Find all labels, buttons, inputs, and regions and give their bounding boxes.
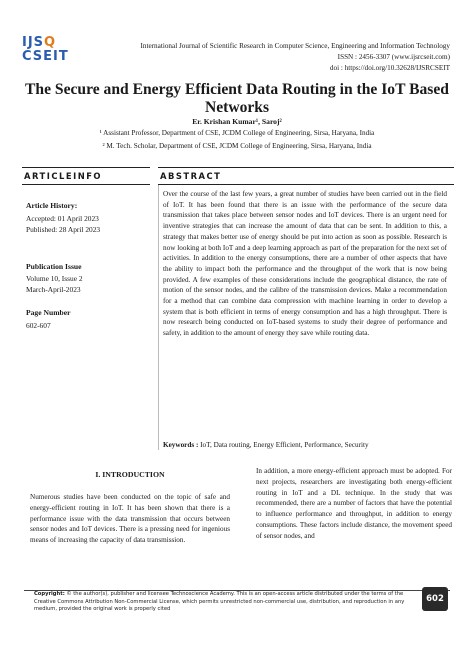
publication-issue-label: Publication Issue <box>26 262 82 271</box>
journal-doi[interactable]: doi : https://doi.org/10.32628/IJSRCSEIT <box>329 64 450 72</box>
paper-title: The Secure and Energy Efficient Data Routing in the IoT Based Networks <box>25 81 449 116</box>
journal-name: International Journal of Scientific Research in Computer Science, Engineering and Information Technology <box>140 42 450 50</box>
abstract-top-rule <box>158 167 454 168</box>
publication-period: March-April-2023 <box>26 285 81 294</box>
copyright-label: Copyright: <box>34 591 65 597</box>
keywords <box>163 441 453 449</box>
page-range: 602-607 <box>26 321 51 330</box>
abstract-text: Over the course of the last few years, a great number of studies have been carried out in the field of IoT. It has been found that there is an issue with the performance of the secure data transmission that takes place between sensor nodes and IoT devices. There is an urgent need for inventive strategies that can increase the amount of data that can be sent. In addition to this, a strategy that makes better use of energy should be put into action as soon as possible. Research is now looking at both IoT and a deep learning approach as part of the preparation for the next set of activities. In addition to the energy consumptions, there are a number of other aspects that have the ability to impact both the performance and the throughput of the work that is now being provided. A few examples of these considerations include the geographical distance, the rate of motion of the sensor nodes, and the calibre of the transmission devices. Make a recommendation for a method that can combine data compression with machine learning in order to develop a system that is both efficient in terms of energy consumption and has a high throughput. There is now research being conducted on IoT-based systems to study their degree of performance and safety, in addition to the amount of energy they save while routing data. <box>163 190 447 338</box>
page-number-label: Page Number <box>26 308 71 317</box>
introduction-left-column: Numerous studies have been conducted on the topic of safe and energy-efficient routing in IoT. It has been shown that there is a performance issue with the data transmission that occurs between sensor nodes and IoT devices. There is a pressing need for ingenious means of increasing the capacity of data transmission. <box>30 493 230 545</box>
journal-issn: ISSN : 2456-3307 (www.ijsrcseit.com) <box>337 53 450 61</box>
logo-text-q: Q <box>44 35 57 50</box>
keywords-list: IoT, Data routing, Energy Efficient, Performance, Security <box>198 441 369 449</box>
accepted-date: Accepted: 01 April 2023 <box>26 214 99 223</box>
journal-info <box>70 41 450 74</box>
introduction-right-column: In addition, a more energy-efficient approach must be adopted. For next projects, researchers are investigating both energy-efficient routing in IoT and a DL technique. In the study that was recommended, there are a number of factors that have the potential to influence performance and throughput, in addition to energy consumptions. These factors include distance, the movement speed of sensor nodes, and <box>256 467 452 540</box>
abstract-heading: ABSTRACT <box>160 171 222 181</box>
article-info-panel <box>22 187 150 449</box>
copyright-notice <box>34 591 416 614</box>
affiliation-1: ¹ Assistant Professor, Department of CSE, JCDM College of Engineering, Sirsa, Haryana, India <box>99 129 375 137</box>
logo-text-top: IJS <box>22 35 45 50</box>
article-info-bottom-rule <box>22 184 150 185</box>
article-history-label: Article History: <box>26 201 78 210</box>
abstract-panel <box>158 185 455 450</box>
article-info-top-rule <box>22 167 150 168</box>
affiliation-2: ² M. Tech. Scholar, Department of CSE, JCDM College of Engineering, Sirsa, Haryana, India <box>102 142 372 150</box>
keywords-label: Keywords : <box>163 441 199 449</box>
paper-authors: Er. Krishan Kumar¹, Saroj² <box>192 117 282 126</box>
article-info-heading: ARTICLEINFO <box>24 171 103 181</box>
logo-text-bottom: CSEIT <box>22 49 69 64</box>
volume-issue: Volume 10, Issue 2 <box>26 274 83 283</box>
published-date: Published: 28 April 2023 <box>26 225 101 234</box>
copyright-text: © the author(s), publisher and licensee Technoscience Academy. This is an open-access article distributed under the terms of the Creative Commons Attribution Non-Commercial License, which permits unrestricted non-commercial use, distribution, and reproduction in any medium, provided the original work is properly cited <box>34 591 405 613</box>
introduction-heading: I. INTRODUCTION <box>95 470 165 479</box>
page-number-badge: 602 <box>422 587 448 611</box>
